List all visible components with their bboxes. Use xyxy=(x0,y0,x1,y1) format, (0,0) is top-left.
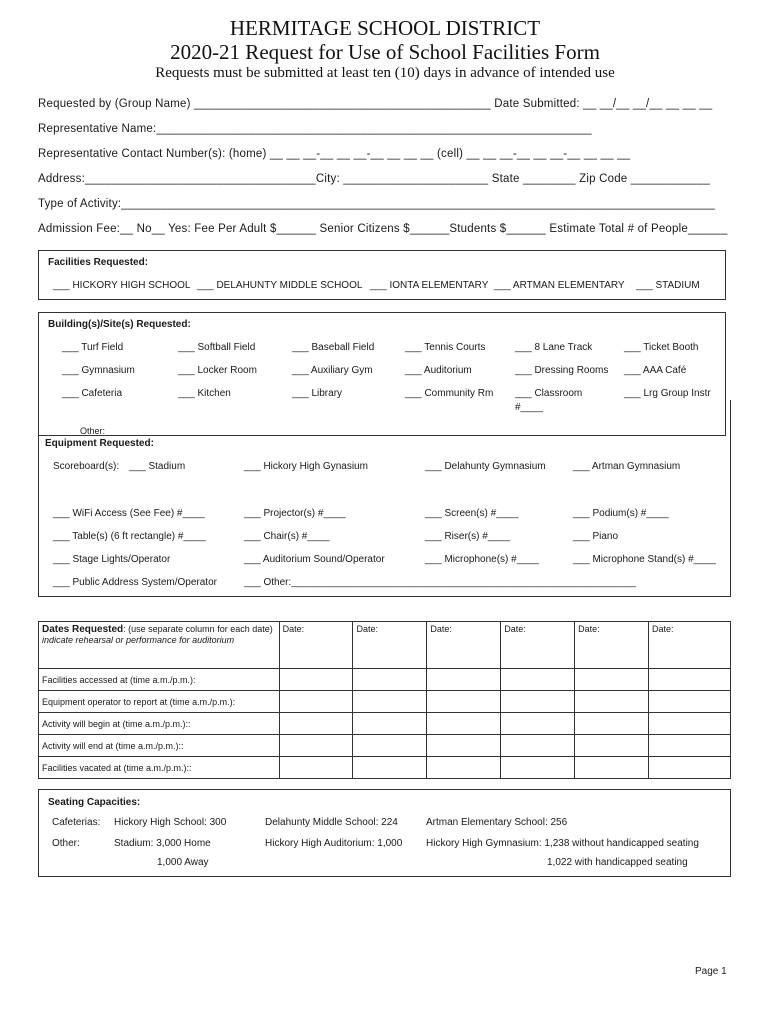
time-cell[interactable] xyxy=(279,735,353,757)
time-cell[interactable] xyxy=(353,713,427,735)
facility-artman[interactable]: ___ ARTMAN ELEMENTARY xyxy=(494,280,625,291)
time-cell[interactable] xyxy=(649,757,731,779)
row-label-activity-end: Activity will end at (time a.m./p.m.):: xyxy=(39,735,280,757)
time-cell[interactable] xyxy=(279,757,353,779)
date-column-6[interactable]: Date: xyxy=(649,622,731,669)
site-turf-field[interactable]: ___ Turf Field xyxy=(62,342,124,353)
contact-number-field[interactable]: Representative Contact Number(s): (home) __ __ __-__ __ __-__ __ __ __ (cell) __ __ __-__ __ __-__ __ __ __ xyxy=(38,148,631,160)
form-subtitle: Requests must be submitted at least ten (10) days in advance of intended use xyxy=(155,65,615,81)
row-label-activity-begin: Activity will begin at (time a.m./p.m.):: xyxy=(39,713,280,735)
time-cell[interactable] xyxy=(649,669,731,691)
equip-risers[interactable]: ___ Riser(s) #____ xyxy=(425,531,511,542)
hickory-cafeteria-capacity: Hickory High School: 300 xyxy=(114,817,227,828)
artman-cafeteria-capacity: Artman Elementary School: 256 xyxy=(426,817,568,828)
stadium-away-capacity: 1,000 Away xyxy=(157,857,209,868)
time-cell[interactable] xyxy=(501,669,575,691)
equip-microphones[interactable]: ___ Microphone(s) #____ xyxy=(425,554,539,565)
site-auditorium[interactable]: ___ Auditorium xyxy=(405,365,472,376)
time-cell[interactable] xyxy=(501,757,575,779)
delahunty-cafeteria-capacity: Delahunty Middle School: 224 xyxy=(265,817,398,828)
other-label: Other: xyxy=(52,838,80,849)
equip-auditorium-sound[interactable]: ___ Auditorium Sound/Operator xyxy=(244,554,385,565)
scoreboard-hickory-gym[interactable]: ___ Hickory High Gynasium xyxy=(244,461,368,472)
site-aaa-cafe[interactable]: ___ AAA Café xyxy=(624,365,687,376)
equipment-box xyxy=(38,400,731,597)
time-cell[interactable] xyxy=(427,713,501,735)
time-cell[interactable] xyxy=(649,713,731,735)
equip-chairs[interactable]: ___ Chair(s) #____ xyxy=(244,531,330,542)
table-row xyxy=(39,735,731,757)
equip-tables[interactable]: ___ Table(s) (6 ft rectangle) #____ xyxy=(53,531,206,542)
table-row xyxy=(39,669,731,691)
date-column-1[interactable]: Date: xyxy=(279,622,353,669)
time-cell[interactable] xyxy=(427,757,501,779)
time-cell[interactable] xyxy=(575,757,649,779)
equip-wifi[interactable]: ___ WiFi Access (See Fee) #____ xyxy=(53,508,205,519)
time-cell[interactable] xyxy=(279,713,353,735)
time-cell[interactable] xyxy=(279,669,353,691)
time-cell[interactable] xyxy=(649,691,731,713)
form-title: 2020-21 Request for Use of School Facilities Form xyxy=(170,40,600,64)
site-community-room[interactable]: ___ Community Rm xyxy=(405,388,494,399)
equip-microphone-stands[interactable]: ___ Microphone Stand(s) #____ xyxy=(573,554,716,565)
time-cell[interactable] xyxy=(575,713,649,735)
page-number: Page 1 xyxy=(695,966,727,977)
equip-screen[interactable]: ___ Screen(s) #____ xyxy=(425,508,519,519)
dates-heading-note: : (use separate column for each date) xyxy=(123,624,273,634)
hickory-gym-capacity: Hickory High Gymnasium: 1,238 without handicapped seating xyxy=(426,838,699,849)
time-cell[interactable] xyxy=(649,735,731,757)
time-cell[interactable] xyxy=(353,691,427,713)
date-column-3[interactable]: Date: xyxy=(427,622,501,669)
table-row xyxy=(39,713,731,735)
time-cell[interactable] xyxy=(501,735,575,757)
site-auxiliary-gym[interactable]: ___ Auxiliary Gym xyxy=(292,365,373,376)
classroom-number-field[interactable]: #____ xyxy=(515,402,543,413)
row-label-facilities-vacated: Facilities vacated at (time a.m./p.m.):: xyxy=(39,757,280,779)
time-cell[interactable] xyxy=(501,691,575,713)
site-locker-room[interactable]: ___ Locker Room xyxy=(178,365,257,376)
site-large-group-instruction[interactable]: ___ Lrg Group Instr xyxy=(624,388,711,399)
time-cell[interactable] xyxy=(427,669,501,691)
time-cell[interactable] xyxy=(353,757,427,779)
equip-projector[interactable]: ___ Projector(s) #____ xyxy=(244,508,346,519)
equip-public-address[interactable]: ___ Public Address System/Operator xyxy=(53,577,217,588)
buildings-heading: Building(s)/Site(s) Requested: xyxy=(48,319,191,330)
site-baseball-field[interactable]: ___ Baseball Field xyxy=(292,342,375,353)
site-classroom[interactable]: ___ Classroom xyxy=(515,388,583,399)
representative-name-field[interactable]: Representative Name:__________________________________________________________________ xyxy=(38,123,592,135)
row-label-facilities-accessed: Facilities accessed at (time a.m./p.m.): xyxy=(39,669,280,691)
facility-delahunty[interactable]: ___ DELAHUNTY MIDDLE SCHOOL xyxy=(197,280,363,291)
dates-header-row xyxy=(39,622,731,669)
hickory-auditorium-capacity: Hickory High Auditorium: 1,000 xyxy=(265,838,403,849)
time-cell[interactable] xyxy=(575,669,649,691)
time-cell[interactable] xyxy=(279,691,353,713)
row-label-equipment-operator: Equipment operator to report at (time a.m./p.m.): xyxy=(39,691,280,713)
equip-piano[interactable]: ___ Piano xyxy=(573,531,619,542)
facility-hickory-high[interactable]: ___ HICKORY HIGH SCHOOL xyxy=(53,280,191,291)
equip-other[interactable]: ___ Other:______________________________________________________________ xyxy=(244,577,637,588)
dates-table xyxy=(38,621,731,779)
scoreboard-stadium[interactable]: ___ Stadium xyxy=(129,461,186,472)
scoreboard-delahunty-gym[interactable]: ___ Delahunty Gymnasium xyxy=(425,461,546,472)
site-tennis-courts[interactable]: ___ Tennis Courts xyxy=(405,342,486,353)
date-column-2[interactable]: Date: xyxy=(353,622,427,669)
site-library[interactable]: ___ Library xyxy=(292,388,343,399)
activity-type-field[interactable]: Type of Activity:__________________________________________________________________________________________ xyxy=(38,198,715,210)
date-column-4[interactable]: Date: xyxy=(501,622,575,669)
time-cell[interactable] xyxy=(575,691,649,713)
equip-podium[interactable]: ___ Podium(s) #____ xyxy=(573,508,669,519)
dates-heading-cell xyxy=(39,622,280,669)
site-kitchen[interactable]: ___ Kitchen xyxy=(178,388,231,399)
address-field[interactable]: Address:___________________________________City: ______________________ State ________ Zip Code ____________ xyxy=(38,173,710,185)
time-cell[interactable] xyxy=(501,713,575,735)
site-cafeteria[interactable]: ___ Cafeteria xyxy=(62,388,123,399)
requested-by-field[interactable]: Requested by (Group Name) _____________________________________________ Date Submitted: __ __/__ __/__ __ __ __ xyxy=(38,98,713,110)
time-cell[interactable] xyxy=(575,735,649,757)
time-cell[interactable] xyxy=(353,669,427,691)
hickory-gym-handicapped-capacity: 1,022 with handicapped seating xyxy=(547,857,688,868)
facility-ionta[interactable]: ___ IONTA ELEMENTARY xyxy=(370,280,489,291)
dates-heading: Dates Requested xyxy=(42,624,124,635)
scoreboard-artman-gym[interactable]: ___ Artman Gymnasium xyxy=(573,461,681,472)
scoreboards-label: Scoreboard(s): xyxy=(53,461,120,472)
seating-heading: Seating Capacities: xyxy=(48,797,141,808)
admission-fee-field[interactable]: Admission Fee:__ No__ Yes: Fee Per Adult $______ Senior Citizens $______Students $______ Estimate Total # of People______ xyxy=(38,223,728,235)
table-row xyxy=(39,691,731,713)
site-other-field[interactable]: Other: xyxy=(80,426,106,434)
time-cell[interactable] xyxy=(427,735,501,757)
stadium-home-capacity: Stadium: 3,000 Home xyxy=(114,838,211,849)
equipment-heading: Equipment Requested: xyxy=(45,438,154,449)
site-softball-field[interactable]: ___ Softball Field xyxy=(178,342,256,353)
time-cell[interactable] xyxy=(427,691,501,713)
facility-stadium[interactable]: ___ STADIUM xyxy=(636,280,700,291)
cafeterias-label: Cafeterias: xyxy=(52,817,101,828)
district-title: HERMITAGE SCHOOL DISTRICT xyxy=(229,16,541,40)
site-dressing-rooms[interactable]: ___ Dressing Rooms xyxy=(515,365,609,376)
site-gymnasium[interactable]: ___ Gymnasium xyxy=(62,365,135,376)
facilities-heading: Facilities Requested: xyxy=(48,257,149,268)
site-ticket-booth[interactable]: ___ Ticket Booth xyxy=(624,342,699,353)
site-8-lane-track[interactable]: ___ 8 Lane Track xyxy=(515,342,593,353)
dates-heading-italic: indicate rehearsal or performance for auditorium xyxy=(42,635,235,645)
equip-stage-lights[interactable]: ___ Stage Lights/Operator xyxy=(53,554,171,565)
date-column-5[interactable]: Date: xyxy=(575,622,649,669)
table-row xyxy=(39,757,731,779)
time-cell[interactable] xyxy=(353,735,427,757)
